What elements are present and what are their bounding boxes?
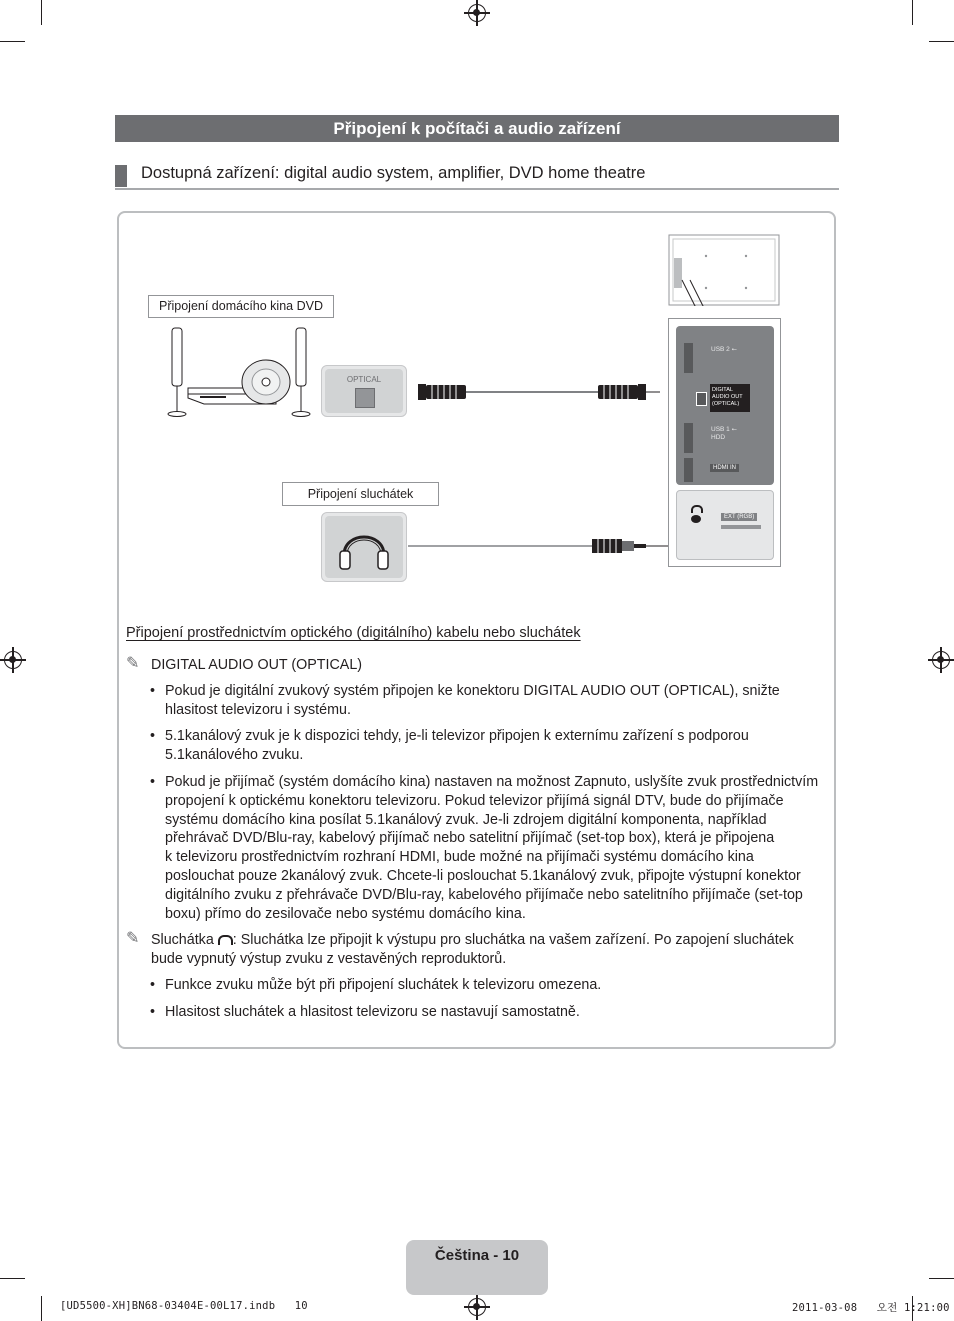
bullet-text-line: boxu) přímo do zesilovače nebo systému domácího kina. xyxy=(165,905,526,922)
page-number-tab xyxy=(406,1240,548,1295)
bullet-text: 5.1kanálového zvuku. xyxy=(165,746,304,763)
tv-upper-ports xyxy=(676,326,774,485)
crop-mark xyxy=(929,1278,954,1279)
bullet-text: 5.1kanálový zvuk je k dispozici tehdy, je-li televizor připojen k externímu zařízení s podporou xyxy=(165,728,749,744)
bullet-icon: • xyxy=(150,728,156,744)
headphone-cable xyxy=(408,536,698,556)
bullet-text: Hlasitost sluchátek a hlasitost televizoru se nastavují samostatně. xyxy=(165,1004,580,1020)
bullet-text-line: přehrávač DVD/Blu-ray, kabelový přijímač nebo satelitní přijímač (set-top box), která je připojena xyxy=(165,830,775,847)
digital-audio-out-line: AUDIO OUT xyxy=(712,394,743,400)
bullet-text-line: propojení k optickému konektoru televizoru. Pokud televizor přijímá signál DTV, bude do přijímače xyxy=(165,792,784,809)
crop-mark xyxy=(0,1278,25,1279)
dvd-label xyxy=(148,295,334,318)
usb2-port-icon xyxy=(684,343,693,373)
digital-audio-out-line: (OPTICAL) xyxy=(712,401,740,407)
pencil-icon: ✎ xyxy=(126,930,140,947)
list-item xyxy=(150,773,837,923)
headphones-icon xyxy=(218,935,233,945)
list-item xyxy=(150,682,835,720)
hdmi-port-icon xyxy=(684,458,693,482)
crop-mark xyxy=(41,0,42,25)
list-item xyxy=(150,727,835,765)
crop-mark xyxy=(41,1296,42,1321)
bullet-text: Pokud je digitální zvukový systém připojen ke konektoru xyxy=(165,683,524,699)
optical-out-port-icon xyxy=(696,392,707,406)
pencil-icon: ✎ xyxy=(126,655,140,672)
dvd-label-text: Připojení domácího kina DVD xyxy=(159,299,323,313)
registration-mark-icon xyxy=(932,651,950,669)
bullet-text-line: k televizoru prostřednictvím rozhraní HDMI, bude možné na přijímači systému domácího kina xyxy=(165,849,754,866)
usb1-label-line: USB 1 ⭠ xyxy=(711,426,737,433)
headphones-tile xyxy=(321,512,407,582)
subheading: Dostupná zařízení: digital audio system, amplifier, DVD home theatre xyxy=(141,164,646,182)
list-item xyxy=(150,1003,835,1022)
bullet-text-line: systému domácího kina posílat 5.1kanálový zvuk. Je-li zdrojem digitální komponenta, například xyxy=(165,811,767,828)
headphones-label xyxy=(282,482,439,506)
section-title: Připojení k počítači a audio zařízení xyxy=(115,115,839,142)
tv-back-thumbnail xyxy=(668,234,782,306)
note-digital-audio-out: DIGITAL AUDIO OUT (OPTICAL) xyxy=(151,657,363,673)
headphones-icon xyxy=(336,521,392,573)
home-theatre-illustration xyxy=(160,322,320,420)
tv-port-panel xyxy=(668,318,781,567)
crop-mark xyxy=(929,41,954,42)
optical-cable xyxy=(410,380,660,404)
bullet-text: Funkce zvuku může být při připojení sluchátek k televizoru omezena. xyxy=(165,977,602,993)
subheading-rule xyxy=(115,188,839,190)
print-file-info: [UD5500-XH]BN68-03404E-00L17.indb 10 xyxy=(60,1300,308,1312)
bullet-text: , snižte xyxy=(734,683,780,699)
bullet-text-line: digitálního zvuku z přehrávače DVD/Blu-ray, kabelového přijímače nebo satelitního přijímače (set-top xyxy=(165,886,803,903)
bullet-icon: • xyxy=(150,774,156,790)
subheading-marker xyxy=(115,165,127,187)
headphone-jack-icon xyxy=(691,515,701,523)
usb1-port-icon xyxy=(684,423,693,453)
list-item xyxy=(150,976,835,995)
note-headphones xyxy=(151,931,836,969)
registration-mark-icon xyxy=(4,651,22,669)
note-headphones-text: bude vypnutý výstup zvuku z vestavěných reproduktorů. xyxy=(151,950,507,967)
crop-mark xyxy=(0,41,25,42)
note-headphones-text: : Sluchátka lze připojit k výstupu pro sluchátka na vašem zařízení. Po zapojení sluchátek xyxy=(232,932,794,948)
registration-mark-icon xyxy=(468,4,486,22)
bullet-icon: • xyxy=(150,1004,156,1020)
usb1-label xyxy=(711,426,737,442)
ext-rgb-port-icon xyxy=(721,525,761,529)
ext-rgb-label: EXT (RGB) xyxy=(721,513,757,521)
optical-port-icon xyxy=(355,388,375,408)
optical-port-tile xyxy=(321,365,407,417)
bullet-text-line: poslouchat pouze 2kanálový zvuk. Chcete-li poslouchat 5.1kanálový zvuk, připojte výstupní konektor xyxy=(165,867,801,884)
page-number: Čeština - 10 xyxy=(434,1247,520,1264)
hdmi-in-label: HDMI IN xyxy=(710,464,739,472)
registration-mark-icon xyxy=(468,1298,486,1316)
bullet-icon: • xyxy=(150,977,156,993)
connection-title: Připojení prostřednictvím optického (digitálního) kabelu nebo sluchátek xyxy=(126,625,581,641)
tv-lower-ports xyxy=(676,490,774,560)
headphones-label-text: Připojení sluchátek xyxy=(307,487,414,501)
print-date-info: 2011-03-08 오전 1:21:00 xyxy=(792,1302,950,1314)
optical-port-label: OPTICAL xyxy=(346,375,382,384)
bullet-text: hlasitost televizoru i systému. xyxy=(165,701,351,718)
crop-mark xyxy=(912,0,913,25)
usb1-label-line: HDD xyxy=(711,434,726,441)
bullet-text-line: Pokud je přijímač (systém domácího kina) nastaven na možnost Zapnuto, uslyšíte zvuk prostřednictvím xyxy=(165,774,819,790)
digital-audio-out-line: DIGITAL xyxy=(712,387,733,393)
bullet-highlight: DIGITAL AUDIO OUT (OPTICAL) xyxy=(523,683,735,699)
bullet-icon: • xyxy=(150,683,156,699)
headphone-jack-label-icon xyxy=(691,505,703,513)
digital-audio-out-label xyxy=(710,384,750,412)
note-headphones-title: Sluchátka xyxy=(151,932,214,948)
usb2-label: USB 2 ⭠ xyxy=(711,346,737,353)
